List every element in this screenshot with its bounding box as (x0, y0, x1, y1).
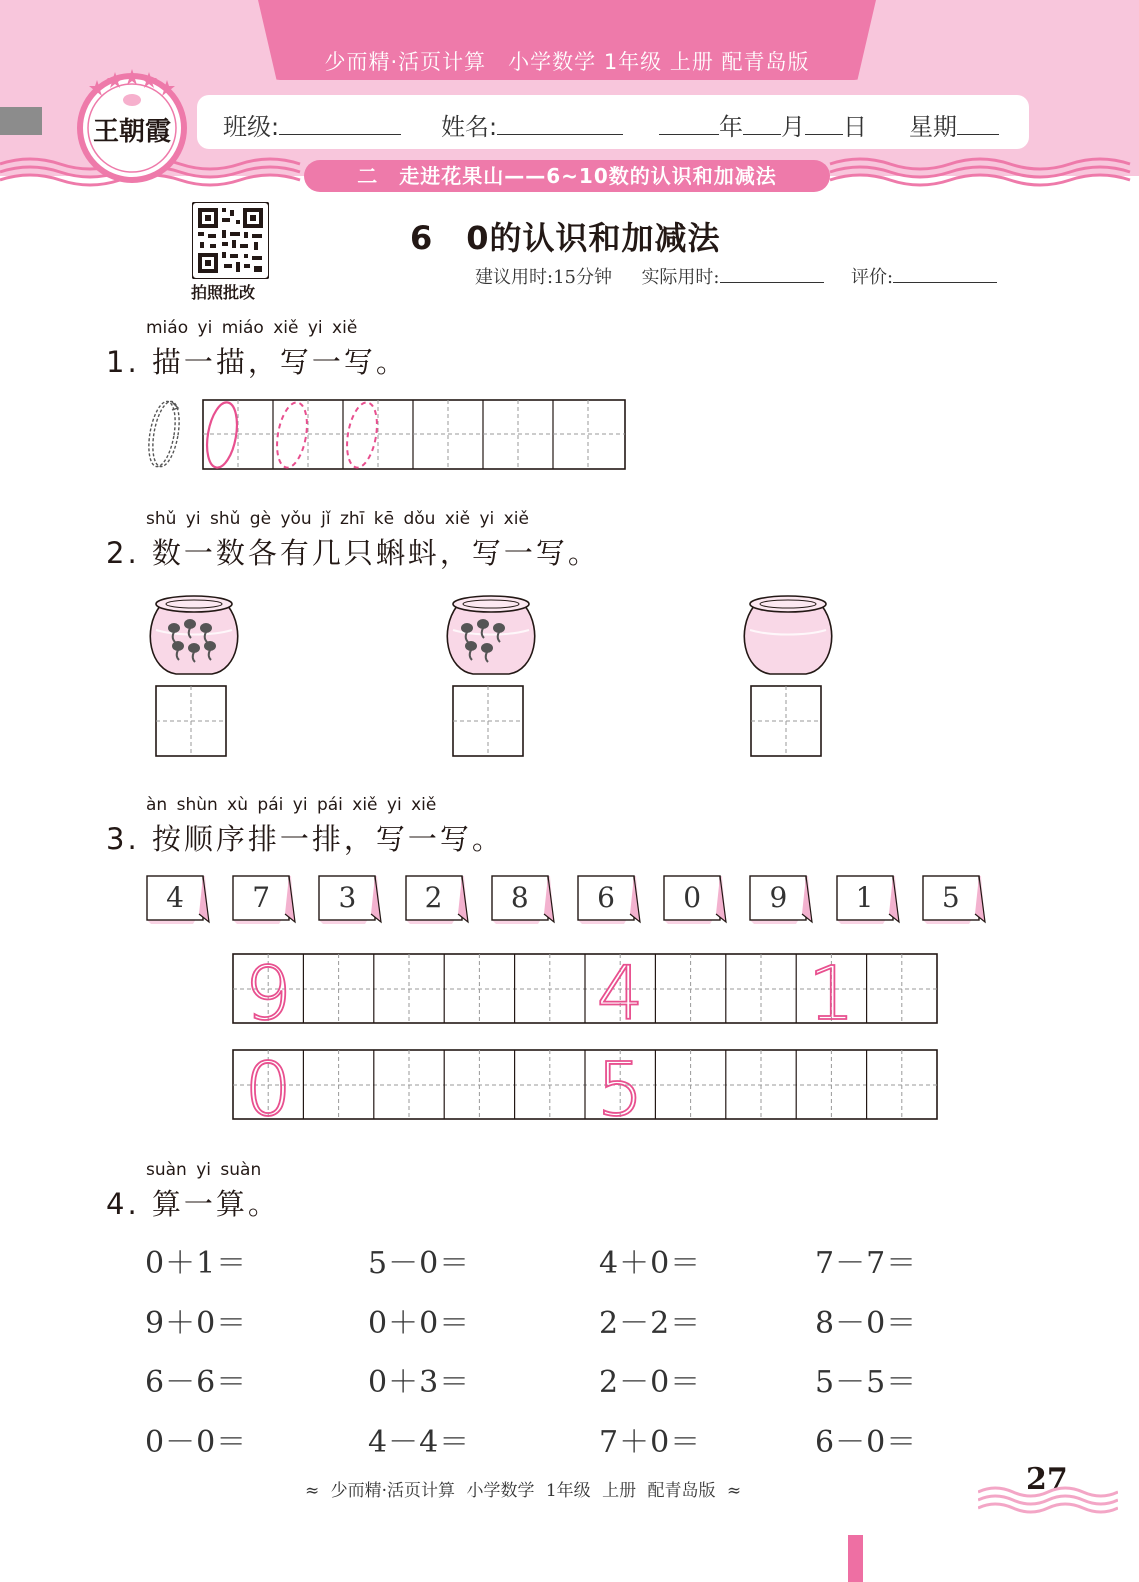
calc-expression[interactable]: 5－0＝ (368, 1246, 471, 1281)
lesson-title: 6 0的认识和加减法 (410, 219, 721, 257)
evaluation-label: 评价: (850, 267, 894, 288)
card-number: 3 (338, 881, 357, 914)
day-blank[interactable] (805, 111, 843, 135)
class-field[interactable] (223, 107, 401, 142)
calc-expression[interactable]: 0＋1＝ (145, 1246, 248, 1281)
calc-expression[interactable]: 6－0＝ (815, 1424, 918, 1460)
edge-marker (0, 107, 42, 135)
calc-expression[interactable]: 7＋0＝ (599, 1424, 702, 1460)
lesson-meta (475, 263, 997, 289)
calc-expression[interactable]: 8－0＝ (815, 1305, 918, 1341)
card-number: 0 (683, 881, 702, 914)
q1-writing-grid[interactable] (202, 399, 626, 471)
calc-expression[interactable]: 6－6＝ (145, 1365, 248, 1400)
calc-expression[interactable]: 4－4＝ (368, 1424, 471, 1460)
logo-text: 王朝霞 (92, 117, 172, 147)
name-blank[interactable] (497, 111, 623, 135)
guide-digit: 9 (244, 953, 292, 1025)
guide-digit: 0 (244, 1049, 292, 1121)
number-card (662, 874, 728, 926)
number-card (490, 874, 556, 926)
footer-marker (848, 1535, 863, 1582)
class-blank[interactable] (279, 111, 401, 135)
q2-title: 2. 数一数各有几只蝌蚪，写一写。 (106, 536, 600, 570)
qr-caption: 拍照批改 (191, 283, 256, 302)
year-label: 年 (719, 113, 743, 141)
number-card (576, 874, 642, 926)
card-number: 7 (252, 881, 271, 914)
weekday-blank[interactable] (957, 111, 999, 135)
actual-time-blank[interactable] (720, 265, 824, 283)
q2-pinyin: shǔ yi shǔ gè yǒu jǐ zhī kē dǒu xiě yi xiě (146, 509, 529, 529)
calc-expression[interactable]: 5－5＝ (815, 1365, 918, 1400)
q1-pinyin: miáo yi miáo xiě yi xiě (146, 318, 358, 338)
name-field[interactable] (441, 107, 623, 142)
card-number: 4 (166, 881, 184, 914)
calc-expression[interactable]: 2－2＝ (599, 1305, 702, 1341)
fish-bowl-icon (146, 590, 242, 680)
answer-box[interactable] (155, 685, 227, 757)
answer-box[interactable] (452, 685, 524, 757)
student-info-bar (197, 95, 1029, 149)
calc-expression[interactable]: 0－0＝ (145, 1424, 248, 1460)
number-card (835, 874, 901, 926)
weekday-label: 星期 (909, 113, 957, 141)
fish-bowl-icon (443, 590, 539, 680)
footer-series: ≈ 少而精·活页计算 小学数学 1年级 上册 配青岛版 ≈ (305, 1481, 742, 1501)
q3-writing-grid-2[interactable] (232, 1049, 938, 1121)
fish-bowl-icon (740, 590, 836, 680)
q4-pinyin: suàn yi suàn (146, 1160, 262, 1180)
calc-expression[interactable]: 4＋0＝ (599, 1246, 702, 1281)
number-card (145, 874, 211, 926)
qr-code-icon[interactable] (192, 202, 269, 279)
day-label: 日 (843, 113, 867, 141)
guide-digit: 4 (596, 953, 644, 1025)
year-blank[interactable] (659, 111, 719, 135)
month-label: 月 (781, 113, 805, 141)
card-number: 9 (769, 881, 788, 914)
card-number: 8 (510, 881, 529, 914)
card-number: 6 (597, 881, 615, 914)
evaluation-blank[interactable] (893, 265, 997, 283)
calc-expression[interactable]: 0＋0＝ (368, 1305, 471, 1341)
page-number: 27 (1026, 1462, 1068, 1497)
card-number: 2 (424, 881, 443, 914)
card-number: 5 (941, 881, 960, 914)
weekday-field[interactable] (909, 107, 999, 142)
number-card (404, 874, 470, 926)
calc-expression[interactable]: 0＋3＝ (368, 1365, 471, 1400)
answer-box[interactable] (750, 685, 822, 757)
q3-writing-grid-1[interactable] (232, 953, 938, 1025)
footer-wave-decoration (978, 1482, 1118, 1514)
calc-expression[interactable]: 2－0＝ (599, 1365, 702, 1400)
number-card (748, 874, 814, 926)
guide-digit: 1 (807, 953, 855, 1025)
number-card (921, 874, 987, 926)
card-number: 1 (855, 881, 874, 914)
calc-expression[interactable]: 7－7＝ (815, 1246, 918, 1281)
q1-title: 1. 描一描，写一写。 (106, 345, 408, 379)
q1-stroke-order-zero (138, 396, 190, 472)
brand-logo (73, 66, 191, 184)
number-card (317, 874, 383, 926)
date-field[interactable] (659, 107, 867, 142)
suggested-time: 建议用时:15分钟 (475, 267, 612, 288)
q3-title: 3. 按顺序排一排，写一写。 (106, 822, 504, 856)
month-blank[interactable] (743, 111, 781, 135)
series-title: 少而精·活页计算 小学数学 1年级 上册 配青岛版 (324, 50, 810, 74)
class-label: 班级: (223, 113, 280, 141)
guide-digit: 5 (596, 1049, 644, 1121)
q3-pinyin: àn shùn xù pái yi pái xiě yi xiě (146, 795, 437, 815)
name-label: 姓名: (441, 113, 498, 141)
unit-title: 二 走进花果山——6~10数的认识和加减法 (304, 160, 830, 192)
q4-title: 4. 算一算。 (106, 1187, 280, 1221)
actual-time-label: 实际用时: (641, 267, 720, 288)
calc-expression[interactable]: 9＋0＝ (145, 1305, 248, 1341)
number-card (231, 874, 297, 926)
